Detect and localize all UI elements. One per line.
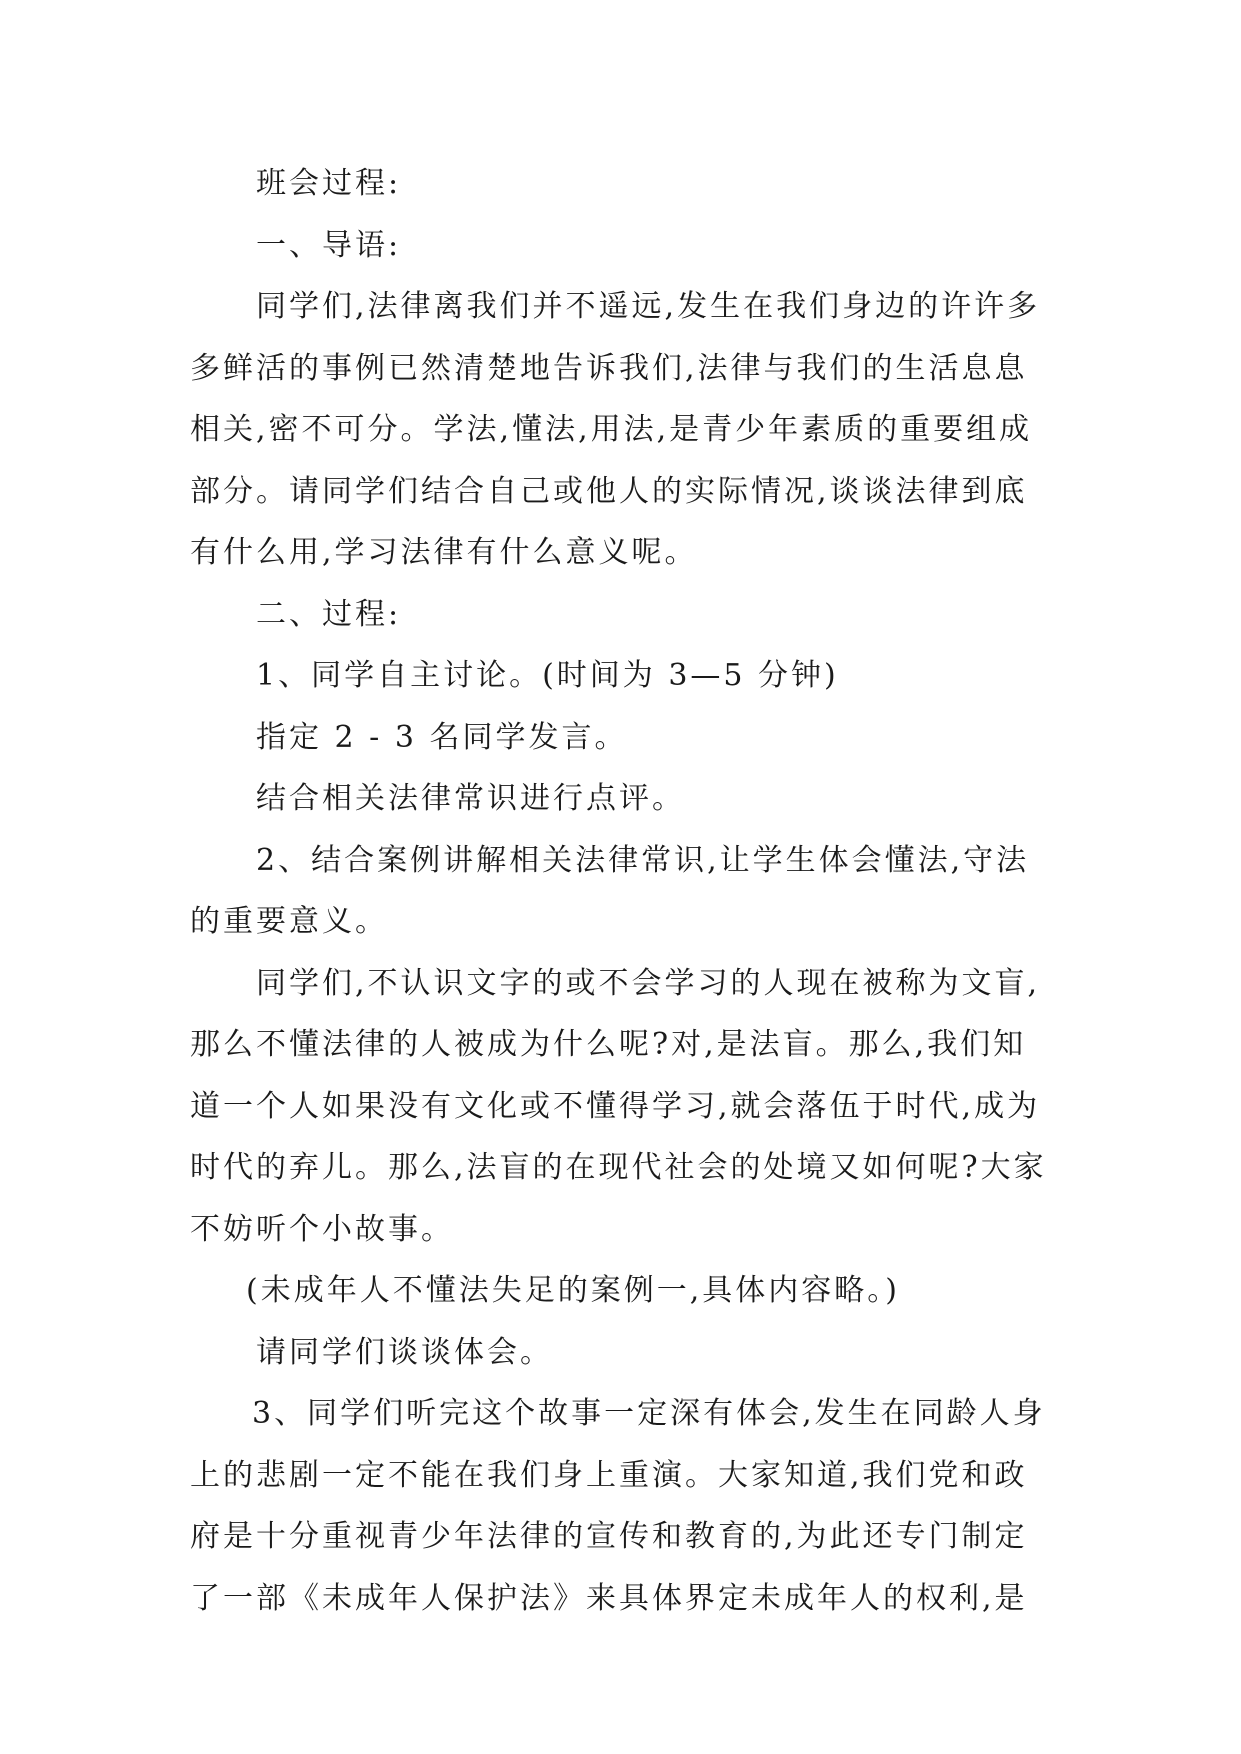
paragraph-introduction: 同学们,法律离我们并不遥远,发生在我们身边的许许多多鲜活的事例已然清楚地告诉我们,法律与我们的生活息息相关,密不可分。学法,懂法,用法,是青少年素质的重要组成部分。请同学们结合自己或他人的实际情况,谈谈法律到底有什么用,学习法律有什么意义呢。 [190,289,1041,570]
paragraph-step-1: 1、同学自主讨论。(时间为 3—5 分钟) [256,658,839,693]
section-heading-class-meeting-process: 班会过程: [256,166,402,201]
paragraph-legal-illiteracy: 同学们,不认识文字的或不会学习的人现在被称为文盲,那么不懂法律的人被成为什么呢?对,是法盲。那么,我们知道一个人如果没有文化或不懂得学习,就会落伍于时代,成为时代的弃儿。那么,法盲的在现代社会的处境又如何呢?大家不妨听个小故事。 [190,965,1047,1247]
section-heading-process: 二、过程: [256,596,402,632]
paragraph-case-note: (未成年人不懂法失足的案例一,具体内容略。) [246,1273,900,1308]
paragraph-step-2: 2、结合案例讲解相关法律常识,让学生体会懂法,守法的重要意义。 [190,842,1030,939]
paragraph-share-thoughts: 请同学们谈谈体会。 [256,1334,553,1370]
section-heading-introduction: 一、导语: [256,227,402,263]
paragraph-comment: 结合相关法律常识进行点评。 [256,781,685,816]
paragraph-assign-speakers: 指定 2 - 3 名同学发言。 [256,719,628,755]
paragraph-step-3: 3、同学们听完这个故事一定深有体会,发生在同龄人身上的悲剧一定不能在我们身上重演。大家知道,我们党和政府是十分重视青少年法律的宣传和教育的,为此还专门制定了一部《未成年人保护法》来具体界定未成年人的权利,是 [190,1396,1046,1616]
document-body [190,153,1050,1629]
